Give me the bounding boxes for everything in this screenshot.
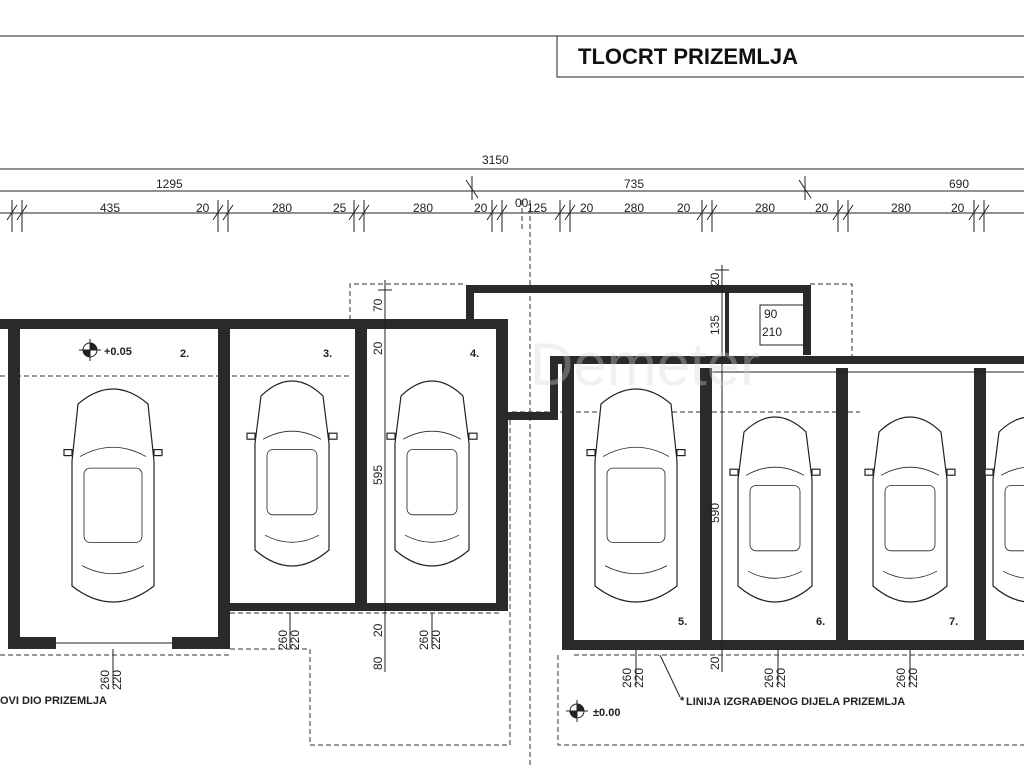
dim-seg: 20 [677, 201, 691, 215]
dim-seg: 00 [515, 196, 529, 210]
vdim: 20 [371, 341, 385, 355]
core-wall-top [466, 285, 811, 293]
vdim-590: 590 [708, 502, 722, 523]
bay-bottom-wall [230, 603, 508, 611]
dim-seg: 25 [333, 201, 347, 215]
small-dim-1: 90 [764, 307, 778, 321]
car-icon [865, 417, 955, 602]
bay-width: 260 [98, 669, 112, 690]
right-block-bottom-wall [562, 640, 1024, 650]
bay-divider-wall [218, 319, 230, 649]
left-block-bottom-wall [172, 637, 230, 649]
left-block-top-wall [0, 319, 508, 329]
bay-number: 5. [678, 616, 688, 628]
vdim: 135 [708, 314, 722, 335]
upper-outline [810, 284, 852, 360]
bay-number: 2. [180, 348, 190, 360]
level-upper: +0.05 [104, 346, 132, 358]
right-block-left-wall [562, 360, 574, 650]
dim-section-2: 735 [624, 177, 645, 191]
bay-width: 260 [417, 629, 431, 650]
bay-number: 4. [470, 348, 480, 360]
watermark: Demeter [530, 331, 761, 398]
bay-width: 260 [762, 667, 776, 688]
left-block-left-wall [8, 319, 20, 649]
vdim: 20 [708, 272, 722, 286]
dim-seg: 20 [951, 201, 965, 215]
left-block-bottom-wall [8, 637, 56, 649]
note-left: OVI DIO PRIZEMLJA [0, 695, 107, 707]
bay-divider-wall [496, 319, 508, 609]
vdim: 20 [708, 656, 722, 670]
upper-outline [350, 284, 466, 320]
bay-divider-wall [836, 368, 848, 650]
segment-ticks [7, 200, 989, 232]
bay-divider-wall [974, 368, 986, 650]
bay-width: 220 [429, 629, 443, 650]
bay-width: 220 [906, 667, 920, 688]
leader-line [660, 655, 680, 697]
note-right: LINIJA IZGRAĐENOG DIJELA PRIZEMLJA [686, 696, 906, 708]
dim-total: 3150 [482, 153, 509, 167]
dim-section-1: 1295 [156, 177, 183, 191]
level-mark-icon [566, 700, 588, 722]
level-ground: ±0.00 [593, 707, 621, 719]
vdim: 20 [371, 623, 385, 637]
level-mark-icon [79, 339, 101, 361]
bay-number: 7. [949, 616, 959, 628]
vdim: 70 [371, 298, 385, 312]
dim-seg: 20 [580, 201, 594, 215]
small-dim-2: 210 [762, 325, 783, 339]
car-icon [387, 381, 477, 566]
bay-number: 3. [323, 348, 333, 360]
bay-width: 220 [288, 629, 302, 650]
dim-seg: 280 [624, 201, 645, 215]
dim-seg: 20 [196, 201, 210, 215]
car-icon [985, 417, 1024, 602]
car-icon [730, 417, 820, 602]
dim-seg: 280 [755, 201, 776, 215]
car-icon [64, 389, 162, 602]
bay-width: 260 [276, 629, 290, 650]
car-icon [247, 381, 337, 566]
dim-seg: 20 [474, 201, 488, 215]
note-right-star: * [680, 695, 685, 707]
bay-width: 220 [110, 669, 124, 690]
vdim: 80 [371, 656, 385, 670]
dim-section-3: 690 [949, 177, 970, 191]
plan-title: TLOCRT PRIZEMLJA [578, 44, 798, 69]
dim-seg: 125 [527, 201, 548, 215]
bay-width: 260 [620, 667, 634, 688]
bay-width: 220 [632, 667, 646, 688]
dim-seg: 280 [413, 201, 434, 215]
bay-width: 220 [774, 667, 788, 688]
dim-seg: 435 [100, 201, 121, 215]
car-icon [587, 389, 685, 602]
dim-seg: 280 [891, 201, 912, 215]
bay-number: 6. [816, 616, 826, 628]
dim-seg: 20 [815, 201, 829, 215]
vdim-595: 595 [371, 464, 385, 485]
bay-width: 260 [894, 667, 908, 688]
dim-seg: 280 [272, 201, 293, 215]
bay-divider-wall [355, 319, 367, 609]
